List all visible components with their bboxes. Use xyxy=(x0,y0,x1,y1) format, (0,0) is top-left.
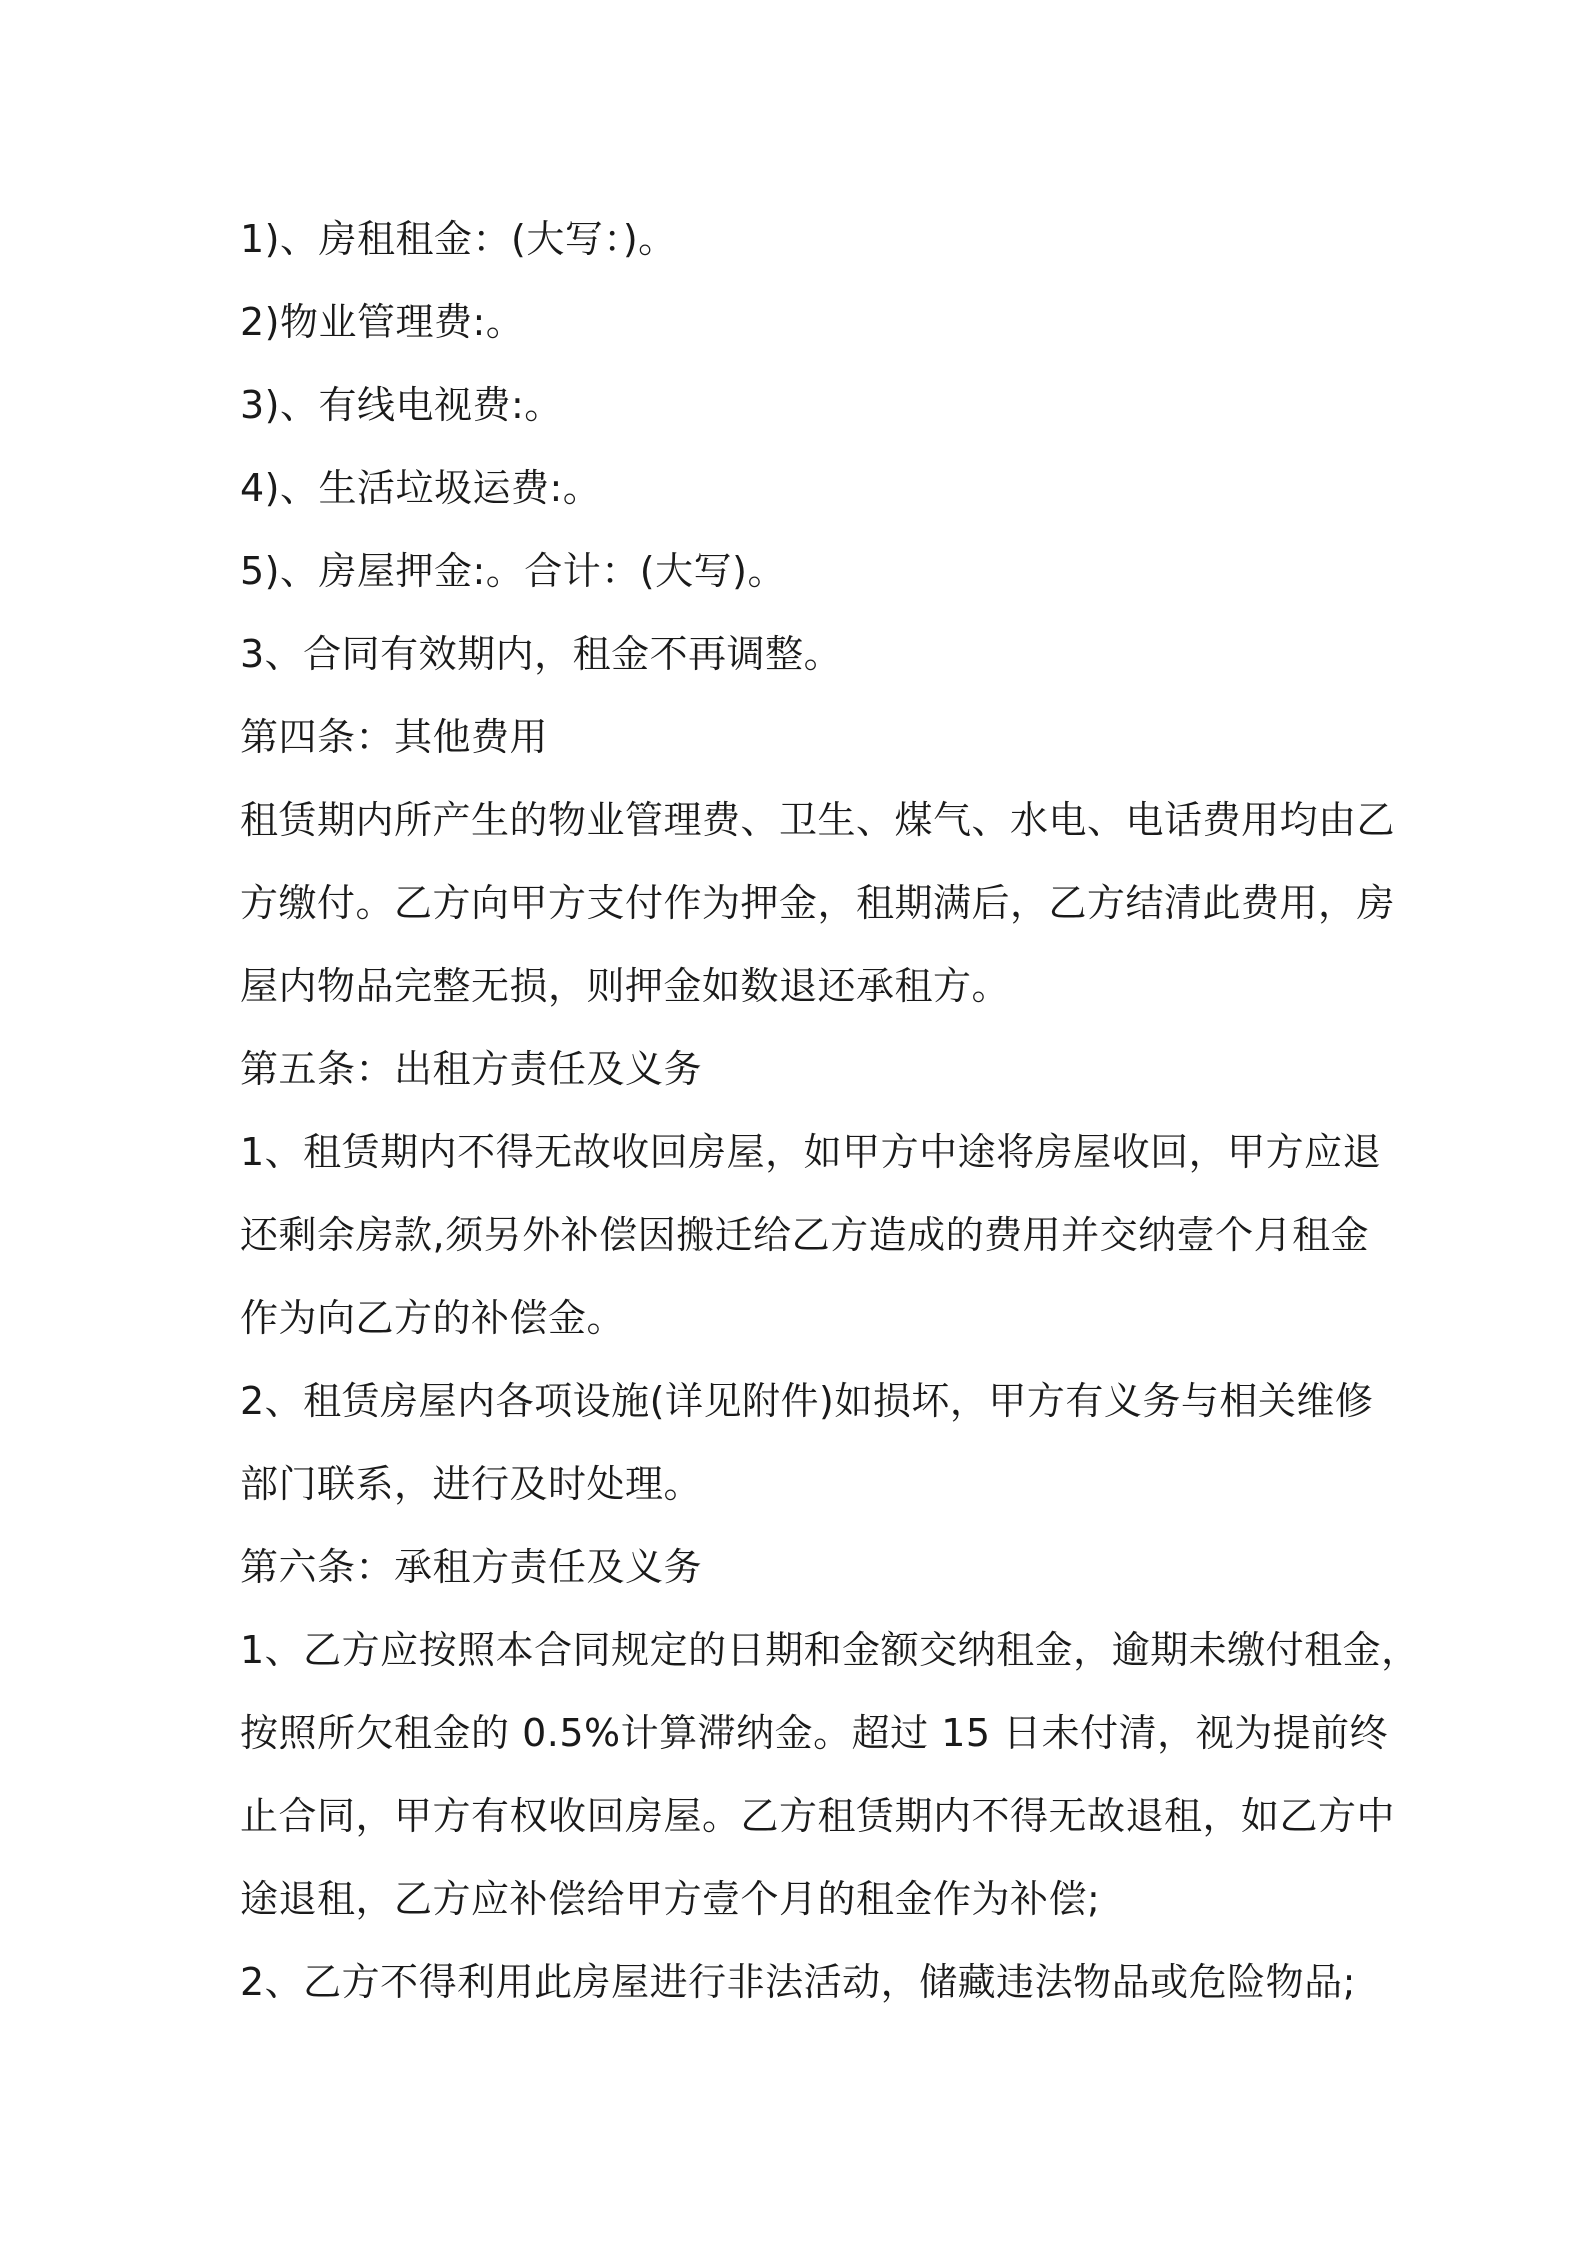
article-six-heading: 第六条：承租方责任及义务 xyxy=(240,1545,703,1589)
fee-item-garbage: 4)、生活垃圾运费:。 xyxy=(240,466,602,510)
rent-no-adjustment-clause: 3、合同有效期内，租金不再调整。 xyxy=(240,632,843,676)
article-four-heading: 第四条：其他费用 xyxy=(240,715,549,759)
fee-item-property-management: 2)物业管理费:。 xyxy=(240,300,525,344)
article-six-clause-1-line-4: 途退租，乙方应补偿给甲方壹个月的租金作为补偿; xyxy=(240,1877,1101,1921)
article-five-heading: 第五条：出租方责任及义务 xyxy=(240,1047,703,1091)
article-four-text-line-2: 方缴付。乙方向甲方支付作为押金，租期满后，乙方结清此费用，房 xyxy=(240,881,1396,925)
article-four-text-line-3: 屋内物品完整无损，则押金如数退还承租方。 xyxy=(240,964,1011,1008)
article-five-clause-1-line-2: 还剩余房款,须另外补偿因搬迁给乙方造成的费用并交纳壹个月租金 xyxy=(240,1213,1370,1257)
article-five-clause-2-line-2: 部门联系，进行及时处理。 xyxy=(240,1462,703,1506)
fee-item-rent: 1)、房租租金：(大写：)。 xyxy=(240,217,677,261)
article-four-text-line-1: 租赁期内所产生的物业管理费、卫生、煤气、水电、电话费用均由乙 xyxy=(240,798,1396,842)
article-six-clause-1-line-3: 止合同，甲方有权收回房屋。乙方租赁期内不得无故退租，如乙方中 xyxy=(240,1794,1396,1838)
article-five-clause-1-line-3: 作为向乙方的补偿金。 xyxy=(240,1296,626,1340)
article-five-clause-2-line-1: 2、租赁房屋内各项设施(详见附件)如损坏，甲方有义务与相关维修 xyxy=(240,1379,1374,1423)
fee-item-deposit-total: 5)、房屋押金:。合计：(大写)。 xyxy=(240,549,786,593)
article-six-clause-1-line-2: 按照所欠租金的 0.5%计算滞纳金。超过 15 日未付清，视为提前终 xyxy=(240,1711,1389,1755)
article-five-clause-1-line-1: 1、租赁期内不得无故收回房屋，如甲方中途将房屋收回，甲方应退 xyxy=(240,1130,1382,1174)
article-six-clause-2-line-1: 2、乙方不得利用此房屋进行非法活动，储藏违法物品或危险物品; xyxy=(240,1960,1356,2004)
fee-item-cable-tv: 3)、有线电视费:。 xyxy=(240,383,563,427)
article-six-clause-1-line-1: 1、乙方应按照本合同规定的日期和金额交纳租金，逾期未缴付租金， xyxy=(240,1628,1420,1672)
document-body xyxy=(240,198,1420,2024)
